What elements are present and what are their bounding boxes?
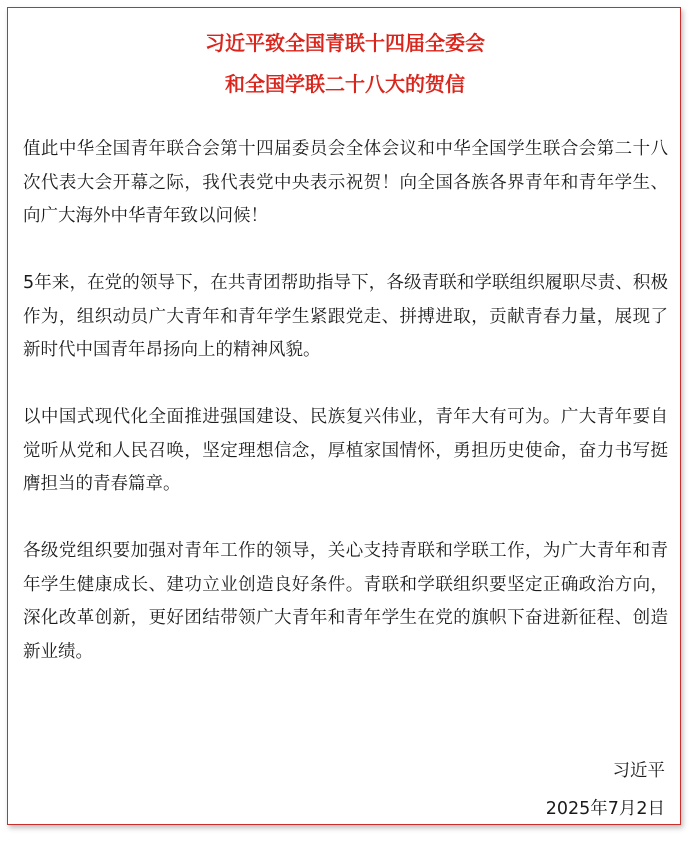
letter-date: 2025年7月2日 — [545, 799, 665, 819]
paragraph-3: 以中国式现代化全面推进强国建设、民族复兴伟业，青年大有可为。广大青年要自觉听从党和人民召唤，坚定理想信念，厚植家国情怀，勇担历史使命，奋力书写挺膺担当的青春篇章。 — [23, 407, 668, 494]
letter-body — [23, 133, 668, 703]
letter-title-line2: 和全国学联二十八大的贺信 — [225, 72, 465, 96]
letter-title-line1: 习近平致全国青联十四届全委会 — [205, 31, 485, 55]
signature: 习近平 — [612, 761, 665, 781]
paragraph-4: 各级党组织要加强对青年工作的领导，关心支持青联和学联工作，为广大青年和青年学生健康成长、建功立业创造良好条件。青联和学联组织要坚定正确政治方向，深化改革创新，更好团结带领广大青年和青年学生在党的旗帜下奋进新征程、创造新业绩。 — [23, 541, 668, 662]
paragraph-2: 5年来，在党的领导下，在共青团帮助指导下，各级青联和学联组织履职尽责、积极作为，组织动员广大青年和青年学生紧跟党走、拼搏进取，贡献青春力量，展现了新时代中国青年昂扬向上的精神风貌。 — [23, 273, 668, 360]
letter-frame — [7, 7, 681, 825]
paragraph-1: 值此中华全国青年联合会第十四届委员会全体会议和中华全国学生联合会第二十八次代表大会开幕之际，我代表党中央表示祝贺！向全国各族各界青年和青年学生、向广大海外中华青年致以问候！ — [23, 139, 668, 226]
